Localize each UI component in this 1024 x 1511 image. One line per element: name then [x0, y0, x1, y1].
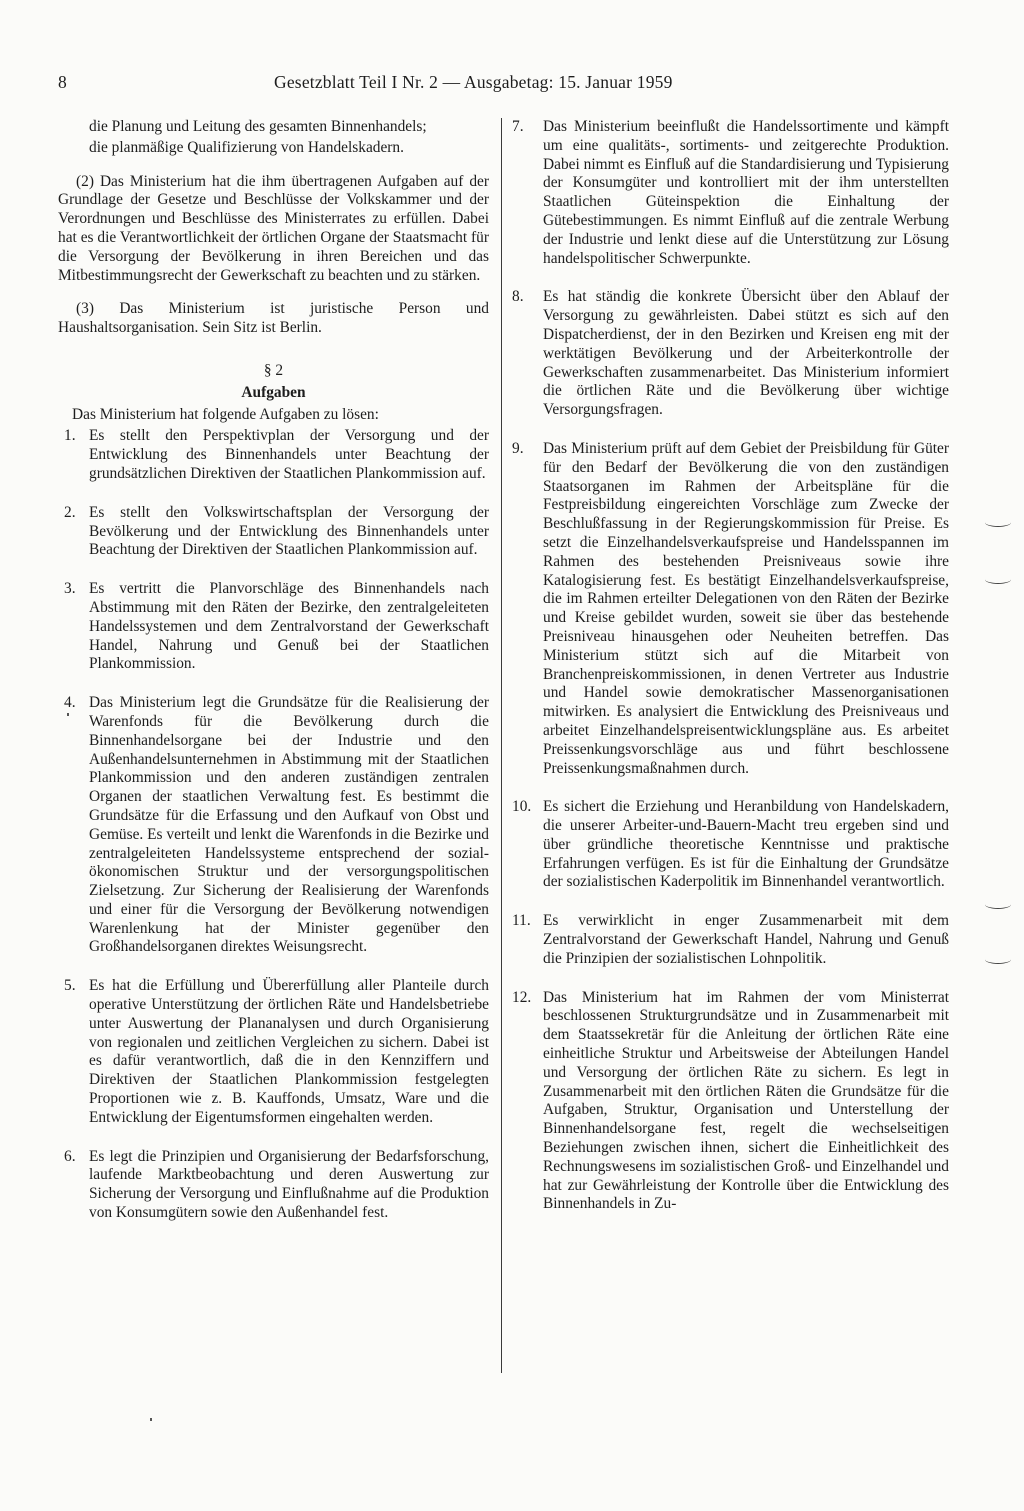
item-number: 2. [64, 503, 76, 521]
left-column [58, 118, 489, 1223]
item-number: 1. [64, 427, 76, 445]
item-number: 5. [64, 977, 76, 995]
item-number: 7. [512, 118, 524, 135]
scan-speck [67, 713, 69, 716]
margin-mark [985, 518, 1011, 527]
item-text: Es vertritt die Planvorschläge des Binnenhandels nach Abstimmung mit den Räten der Bezirke, den zentralgeleiteten Handelssystemen und dem Zentralvorstand der Gewerkschaft Handel, Nahrung und Genuß bei der Staatlichen Plankommission. [89, 580, 489, 673]
right-column [512, 118, 949, 1214]
continued-list [58, 118, 489, 158]
paragraph-2: (2) Das Ministerium hat die ihm übertragenen Aufgaben auf der Grundlage der Gesetze und Beschlüsse der Volkskammer und der Verordnungen und Beschlüsse des Ministerrates zu erfüllen. Dabei hat es die Verantwortlichkeit der örtlichen Organe der Staatsmacht für die Versorgung der Bevölkerung in ihren Bereichen und das Mitbestimmungsrecht der Gewerkschaft zu beachten und zu stärken. [58, 172, 489, 284]
item-text: Es sichert die Erziehung und Heranbildung von Handelskadern, die unserer Arbeiter-und-Bauern-Macht treu ergeben sind und über gründliche theoretische Kenntnisse und praktische Erfahrungen verfügen. Es ist für die Einhaltung der Grundsätze der sozialistischen Kaderpolitik im Binnenhandel verantwortlich. [543, 798, 949, 891]
item-text: Das Ministerium hat im Rahmen der vom Ministerrat beschlossenen Strukturgrundsätze und in Zusammenarbeit mit dem Staatssekretär für die Anleitung der örtlichen Räte eine einheitliche Struktur und Arbeitsweise der Abteilungen Handel und Versorgung der örtlichen Räte zu sichern. Es legt in Zusammenarbeit mit den örtlichen Räten die Grundsätze für die Aufgaben, Struktur, Organisation und Unterstellung der Binnenhandelsorgane fest, regelt die wechselseitigen Beziehungen zwischen ihnen, sichert die Einheitlichkeit des Rechnungswesens im sozialistischen Groß- und Einzelhandel und hat zur Gewährleistung der Kontrolle über die Entwicklung des Binnenhandels in Zu- [543, 988, 949, 1213]
list-item [512, 440, 949, 778]
continued-item: die Planung und Leitung des gesamten Binnenhandels; [89, 118, 427, 135]
item-number: 6. [64, 1147, 76, 1165]
section-title: Aufgaben [241, 383, 306, 401]
list-item [58, 504, 489, 560]
list-item [58, 1148, 489, 1223]
item-number: 12. [512, 988, 532, 1006]
list-item [512, 798, 949, 892]
item-text: Es stellt den Volkswirtschaftsplan der Versorgung der Bevölkerung und der Entwicklung des Binnenhandels unter Beachtung der Direktiven der Staatlichen Plankommission auf. [89, 503, 489, 559]
item-number: 10. [512, 798, 532, 816]
item-text: Es legt die Prinzipien und Organisierung der Bedarfsforschung, laufende Marktbeobachtung und deren Auswertung zur Sicherung der Versorgung und Einflußnahme auf die Produktion von Konsumgütern sowie den Außenhandel fest. [89, 1147, 489, 1222]
item-text: Das Ministerium legt die Grundsätze für die Realisierung der Warenfonds für die Bevölkerung durch die Binnenhandelsorgane bei der Industrie und den Außenhandelsunternehmen in Abstimmung mit der Staatlichen Plankommission und den anderen zuständigen zentralen Organen der staatlichen Verwaltung fest. Es bestimmt die Grundsätze für die Erfassung und den Aufkauf von Obst und Gemüse. Es verteilt und lenkt die Warenfonds in die Bezirke und zentralgeleiteten Handelssysteme entsprechend der sozial-ökonomischen Struktur und der versorgungspolitischen Zielsetzung. Zur Sicherung der Realisierung der Warenfonds und einer für die Versorgung der Bevölkerung notwendigen Warenlenkung hat der Minister gegenüber den Großhandelsorganen direktes Weisungsrecht. [89, 694, 489, 956]
scan-speck [150, 1418, 152, 1421]
item-text: Das Ministerium beeinflußt die Handelssortimente und kämpft um eine qualitäts-, sortiments- und zeitgerechte Produktion. Dabei nimmt es Einfluß auf die Standardisierung und Typisierung der Konsumgüter und kontrolliert mit der ihm unterstellten Staatlichen Güteinspektion die Einhaltung der Gütebestimmungen. Es nimmt Einfluß auf die zentrale Werbung der Industrie und lenkt diese auf die Unterstützung zur Lösung handelspolitischer Schwerpunkte. [543, 118, 949, 267]
item-text: Es hat ständig die konkrete Übersicht über den Ablauf der Versorgung zu gewährleisten. Dabei stützt es sich auf den Dispatcherdienst, der in den Bezirken und Kreisen eng mit der werktätigen Bevölkerung und der Arbeiterkontrolle der Gewerkschaften zusammenarbeitet. Das Ministerium informiert die örtlichen Räte und die Bevölkerung über wichtige Versorgungsfragen. [543, 288, 949, 419]
section-intro: Das Ministerium hat folgende Aufgaben zu lösen: [72, 405, 379, 423]
item-number: 3. [64, 580, 76, 598]
list-item [512, 912, 949, 968]
list-item [512, 118, 949, 268]
item-text: Das Ministerium prüft auf dem Gebiet der Preisbildung für Güter für den Bedarf der Bevölkerung die von den zuständigen Staatsorganen im Rahmen der Arbeitspläne für die Festpreisbildung eingereichten Vorschläge zum Zwecke der Beschlußfassung in der Regierungskommission für Preise. Es setzt die Einzelhandelsverkaufspreise und Handelsspannen im Rahmen des bestehenden Preisniveaus sowie ihre Katalogisierung fest. Es bestätigt Einzelhandelsverkaufspreise, die im Rahmen erteilter Delegationen von den Räten der Bezirke und Kreise gebildet wurden, soweit sie über das bestehende Preisniveau hinausgehen oder Neuheiten betreffen. Das Ministerium stützt sich auf die Mitarbeit von Branchenpreiskommissionen, in denen Vertreter aus Industrie und Handel sowie demokratischer Massenorganisationen mitwirken. Es analysiert die Entwicklung des Preisniveaus und arbeitet Einzelhandelspreisentwicklungspläne aus. Es arbeitet Preissenkungsvorschläge aus und führt beschlossene Preissenkungsmaßnahmen durch. [543, 439, 949, 777]
item-number: 8. [512, 288, 524, 306]
paragraph-3: (3) Das Ministerium ist juristische Person und Haushaltsorganisation. Sein Sitz ist Berlin. [58, 300, 489, 337]
item-text: Es verwirklicht in enger Zusammenarbeit mit dem Zentralvorstand der Gewerkschaft Handel, Nahrung und Genuß die Prinzipien der sozialistischen Lohnpolitik. [543, 912, 949, 967]
margin-mark [985, 900, 1011, 909]
section-number: § 2 [263, 361, 284, 379]
list-item [512, 989, 949, 1215]
item-text: Es hat die Erfüllung und Übererfüllung aller Planteile durch operative Unterstützung der örtlichen Räte und Handelsbetriebe unter Auswertung der Plananalysen und durch Organisierung von regionalen und zeitlichen Vergleichen zu sichern. Dabei ist es dafür verantwortlich, daß die in den Kennziffern und Direktiven der Staatlichen Plankommission festgelegten Proportionen wie z. B. Kauffonds, Umsatz, Ware und die Entwicklung der Eigentumsformen eingehalten werden. [89, 977, 489, 1126]
running-head: Gesetzblatt Teil I Nr. 2 — Ausgabetag: 15. Januar 1959 [274, 72, 673, 92]
list-item [58, 694, 489, 957]
item-text: Es stellt den Perspektivplan der Versorgung und der Entwicklung des Binnenhandels unter Beachtung der grundsätzlichen Direktiven der Staatlichen Plankommission auf. [89, 427, 489, 482]
margin-mark [985, 575, 1011, 584]
list-item [512, 288, 949, 420]
column-divider [501, 118, 502, 1373]
page-header [0, 72, 1024, 96]
margin-mark [985, 955, 1011, 964]
list-item [58, 580, 489, 674]
list-item [58, 427, 489, 483]
task-list-left [58, 427, 489, 1222]
item-number: 4. [64, 694, 76, 712]
item-number: 11. [512, 912, 531, 930]
page-number: 8 [58, 72, 67, 92]
list-item [58, 977, 489, 1127]
item-number: 9. [512, 439, 524, 457]
continued-item: die planmäßige Qualifizierung von Handelskadern. [89, 138, 404, 156]
